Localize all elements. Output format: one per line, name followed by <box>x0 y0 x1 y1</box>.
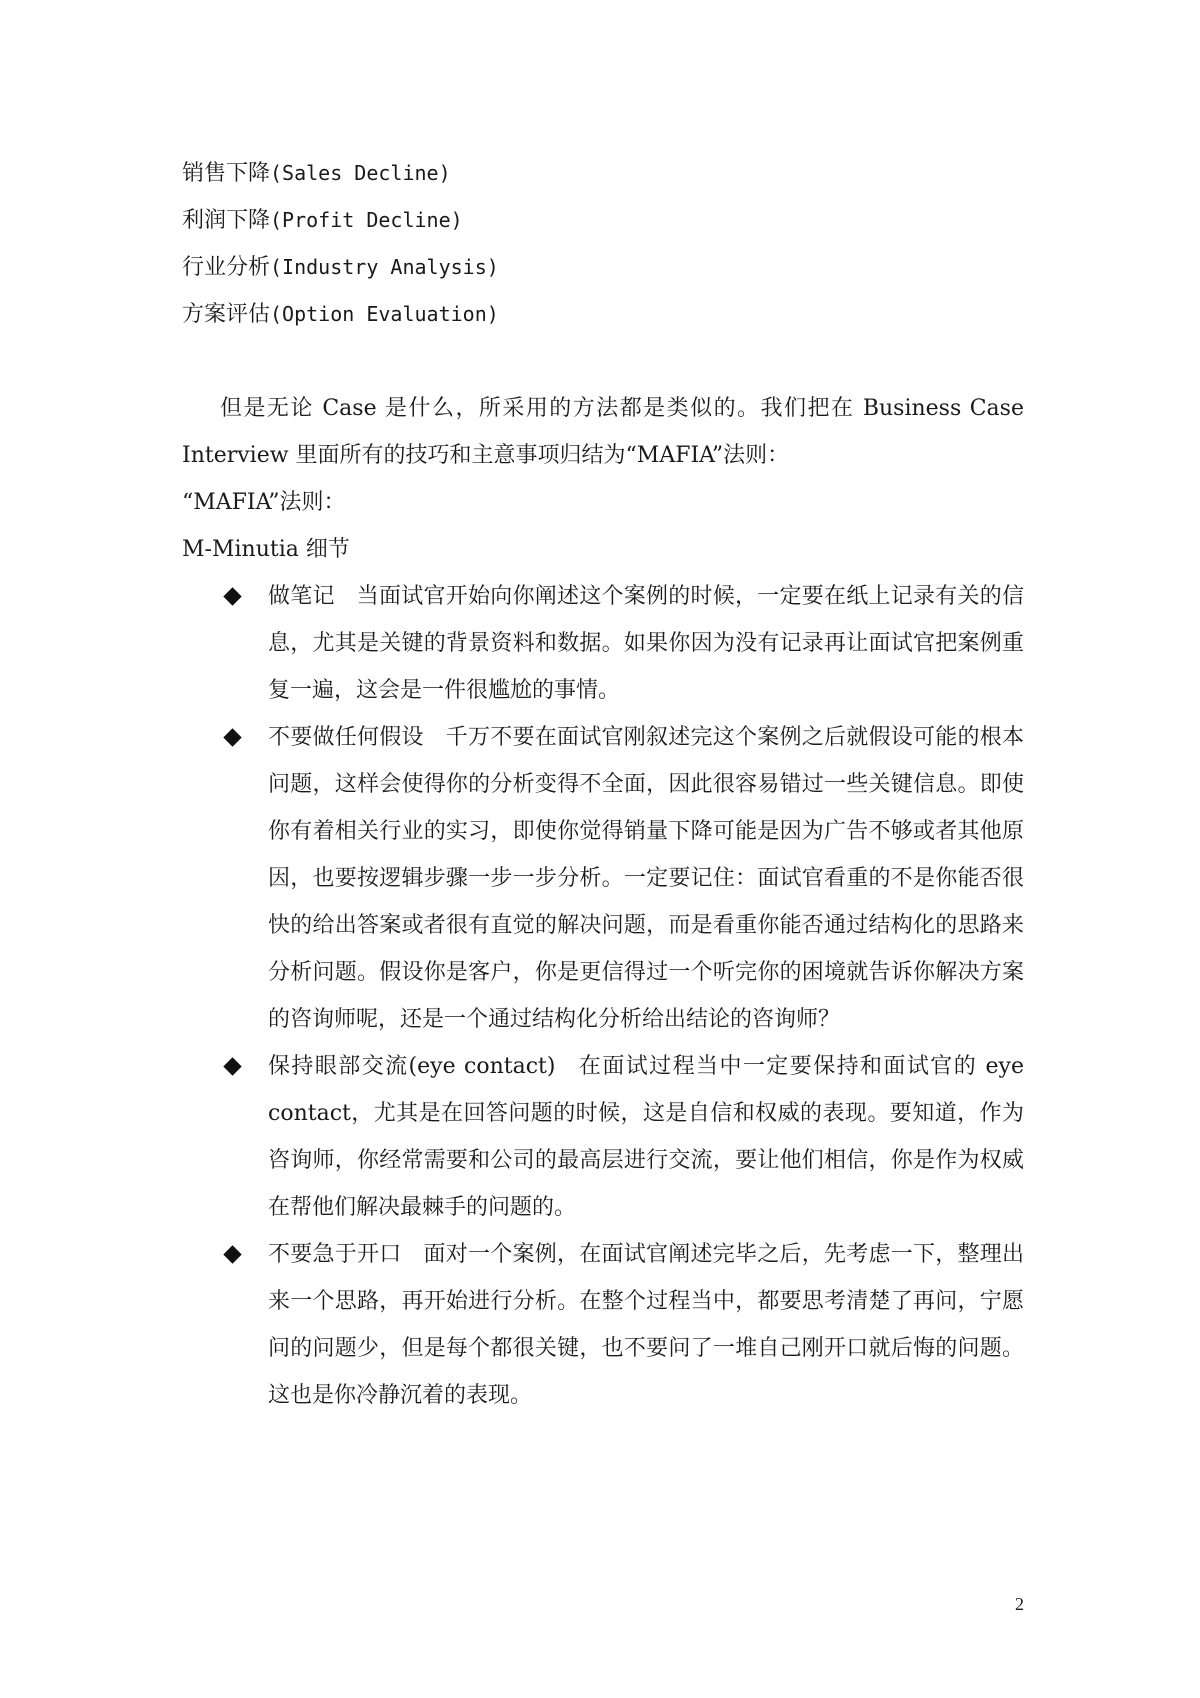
blank-line <box>182 338 1024 385</box>
page-content <box>182 150 1024 1419</box>
bullet-text: 在面试过程当中一定要保持和面试官的 eye contact，尤其是在回答问题的时候，这是自信和权威的表现。要知道，作为咨询师，你经常需要和公司的最高层进行交流，要让他们相信，你是作为权威在帮他们解决最棘手的问题的。 <box>268 1054 1025 1220</box>
diamond-bullet-icon <box>222 573 242 620</box>
bullet-title: 保持眼部交流(eye contact) <box>268 1054 556 1079</box>
diamond-bullet-icon <box>222 1231 242 1278</box>
bullet-title: 做笔记 <box>268 584 335 609</box>
bullet-text: 千万不要在面试官刚叙述完这个案例之后就假设可能的根本问题，这样会使得你的分析变得不全面，因此很容易错过一些关键信息。即使你有着相关行业的实习，即使你觉得销量下降可能是因为广告不够或者其他原因，也要按逻辑步骤一步一步分析。一定要记住：面试官看重的不是你能否很快的给出答案或者很有直觉的解决问题，而是看重你能否通过结构化的思路来分析问题。假设你是客户，你是更信得过一个听完你的困境就告诉你解决方案的咨询师呢，还是一个通过结构化分析给出结论的咨询师？ <box>268 725 1024 1032</box>
bullet-text: 面对一个案例，在面试官阐述完毕之后，先考虑一下，整理出来一个思路，再开始进行分析。在整个过程当中，都要思考清楚了再问，宁愿问的问题少，但是每个都很关键，也不要问了一堆自己刚开口就后悔的问题。这也是你冷静沉着的表现。 <box>268 1242 1024 1408</box>
bullet-text: 当面试官开始向你阐述这个案例的时候，一定要在纸上记录有关的信息，尤其是关键的背景资料和数据。如果你因为没有记录再让面试官把案例重复一遍，这会是一件很尴尬的事情。 <box>268 584 1024 703</box>
topic-line-option-evaluation <box>182 291 1024 338</box>
topic-en: (Profit Decline) <box>270 208 463 232</box>
minutia-section-heading: M-Minutia 细节 <box>182 537 350 562</box>
bullet-title: 不要急于开口 <box>268 1242 402 1267</box>
topic-en: (Option Evaluation) <box>270 302 499 326</box>
topic-cn: 方案评估 <box>182 302 271 327</box>
page-number: 2 <box>1015 1594 1024 1614</box>
topic-line-sales-decline <box>182 150 1024 197</box>
minutia-bullet-list <box>182 573 1024 1419</box>
diamond-bullet-icon <box>222 714 242 761</box>
bullet-take-notes <box>182 573 1024 714</box>
bullet-dont-rush <box>182 1231 1024 1419</box>
topic-cn: 行业分析 <box>182 255 271 280</box>
bullet-no-assumptions <box>182 714 1024 1043</box>
topic-en: (Sales Decline) <box>270 161 451 185</box>
topic-line-profit-decline <box>182 197 1024 244</box>
bullet-title: 不要做任何假设 <box>268 725 424 750</box>
intro-paragraph: 但是无论 Case 是什么，所采用的方法都是类似的。我们把在 Business Case Interview 里面所有的技巧和主意事项归结为“MAFIA”法则： <box>182 396 1024 468</box>
bullet-eye-contact <box>182 1043 1024 1231</box>
mafia-rule-heading: “MAFIA”法则： <box>182 490 346 515</box>
topic-line-industry-analysis <box>182 244 1024 291</box>
diamond-bullet-icon <box>222 1043 242 1090</box>
topic-cn: 销售下降 <box>182 161 271 186</box>
topic-en: (Industry Analysis) <box>270 255 499 279</box>
topic-cn: 利润下降 <box>182 208 271 233</box>
